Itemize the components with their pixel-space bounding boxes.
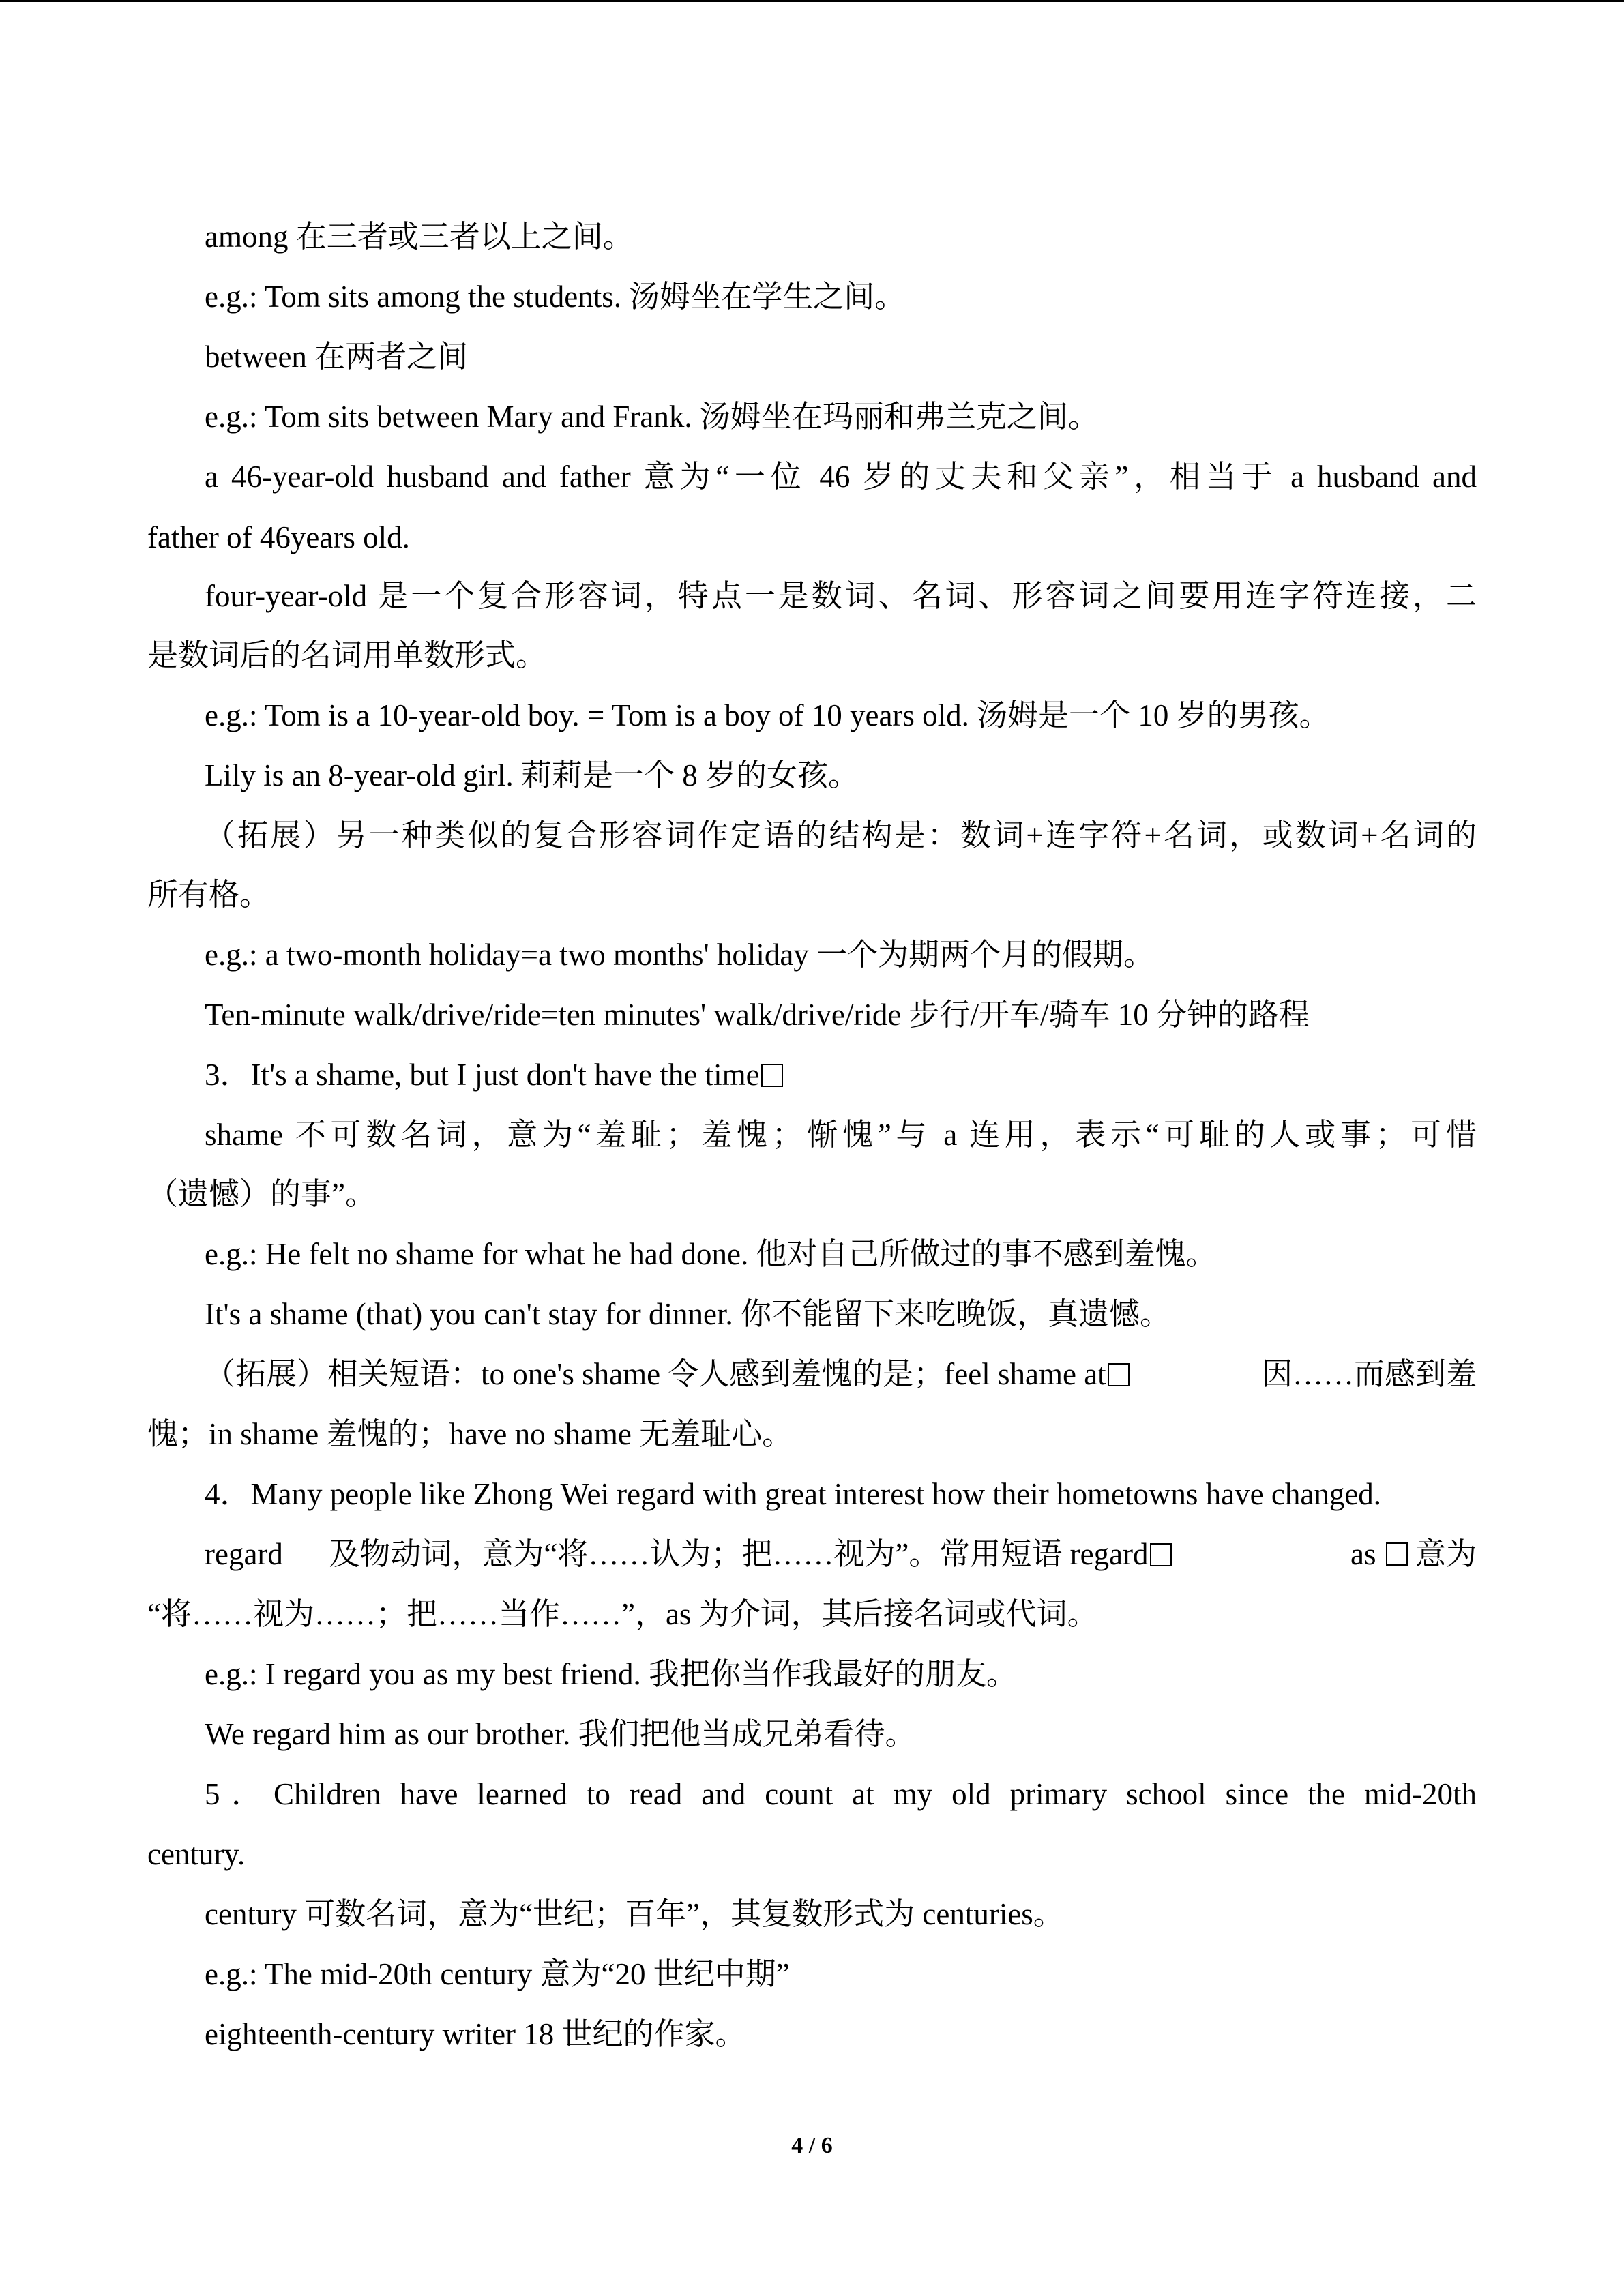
text-line: father of 46years old. bbox=[147, 520, 410, 554]
text-line: It's a shame (that) you can't stay for dinner. 你不能留下来吃晚饭，真遗憾。 bbox=[205, 1297, 1170, 1331]
text-line: “将……视为……；把……当作……”，as 为介词，其后接名词或代词。 bbox=[147, 1597, 1098, 1631]
text-line: e.g.: The mid-20th century 意为“20 世纪中期” bbox=[205, 1957, 790, 1991]
text-line: e.g.: a two-month holiday=a two months' holiday 一个为期两个月的假期。 bbox=[205, 938, 1155, 972]
item-3-sentence: 3．It's a shame, but I just don't have the time bbox=[205, 1058, 760, 1092]
text-line: e.g.: I regard you as my best friend. 我把你当作我最好的朋友。 bbox=[205, 1657, 1018, 1691]
text-line: e.g.: Tom sits among the students. 汤姆坐在学生之间。 bbox=[205, 280, 906, 314]
text-line: eighteenth-century writer 18 世纪的作家。 bbox=[205, 2017, 746, 2051]
missing-glyph-box bbox=[1386, 1542, 1408, 1566]
regard-meaning: 意为 bbox=[1415, 1537, 1477, 1571]
text-line: century 可数名词，意为“世纪；百年”，其复数形式为 centuries。 bbox=[205, 1897, 1064, 1931]
text-line bbox=[0, 1534, 1624, 1574]
text-line: a 46-year-old husband and father 意为“一位 46 岁的丈夫和父亲”，相当于 a husband and bbox=[205, 460, 1477, 494]
text-line: century. bbox=[147, 1837, 246, 1871]
text-line bbox=[0, 1354, 1624, 1394]
text-line bbox=[0, 1055, 1624, 1094]
text-line: （拓展）另一种类似的复合形容词作定语的结构是：数词+连字符+名词，或数词+名词的 bbox=[205, 818, 1477, 852]
missing-glyph-box bbox=[1150, 1543, 1172, 1566]
text-line: 5．Children have learned to read and count at my old primary school since the mid-20th bbox=[205, 1777, 1477, 1811]
text-line: Lily is an 8-year-old girl. 莉莉是一个 8 岁的女孩。 bbox=[205, 758, 859, 792]
text-line: 所有格。 bbox=[147, 878, 271, 912]
regard-as: as bbox=[1350, 1537, 1376, 1571]
text-line: Ten-minute walk/drive/ride=ten minutes' walk/drive/ride 步行/开车/骑车 10 分钟的路程 bbox=[205, 998, 1310, 1032]
phrase-text: （拓展）相关短语：to one's shame 令人感到羞愧的是；feel shame at bbox=[205, 1357, 1106, 1391]
text-line: shame 不可数名词，意为“羞耻；羞愧；惭愧”与 a 连用，表示“可耻的人或事；可惜 bbox=[205, 1118, 1477, 1152]
missing-glyph-box bbox=[1108, 1363, 1130, 1386]
text-line: （遗憾）的事”。 bbox=[147, 1177, 376, 1211]
text-line: 是数词后的名词用单数形式。 bbox=[147, 638, 547, 672]
phrase-text-end: 因……而感到羞 bbox=[1261, 1357, 1477, 1391]
text-line: e.g.: Tom is a 10-year-old boy. = Tom is a boy of 10 years old. 汤姆是一个 10 岁的男孩。 bbox=[205, 698, 1330, 732]
text-line: We regard him as our brother. 我们把他当成兄弟看待。 bbox=[205, 1717, 916, 1751]
regard-definition: regard 及物动词，意为“将……认为；把……视为”。常用短语 regard bbox=[205, 1537, 1149, 1571]
text-line: between 在两者之间 bbox=[205, 340, 469, 374]
text-line: 4．Many people like Zhong Wei regard with great interest how their hometowns have changed. bbox=[205, 1477, 1382, 1511]
missing-glyph-box bbox=[761, 1064, 783, 1087]
page-number: 4 / 6 bbox=[791, 2133, 833, 2158]
text-line: e.g.: He felt no shame for what he had done. 他对自己所做过的事不感到羞愧。 bbox=[205, 1237, 1217, 1271]
text-line: e.g.: Tom sits between Mary and Frank. 汤姆坐在玛丽和弗兰克之间。 bbox=[205, 400, 1099, 434]
text-line: four-year-old 是一个复合形容词，特点一是数词、名词、形容词之间要用连字符连接，二 bbox=[205, 579, 1477, 613]
top-border-line bbox=[0, 0, 1624, 2]
text-line: among 在三者或三者以上之间。 bbox=[205, 220, 634, 254]
text-line: 愧；in shame 羞愧的；have no shame 无羞耻心。 bbox=[147, 1417, 793, 1451]
